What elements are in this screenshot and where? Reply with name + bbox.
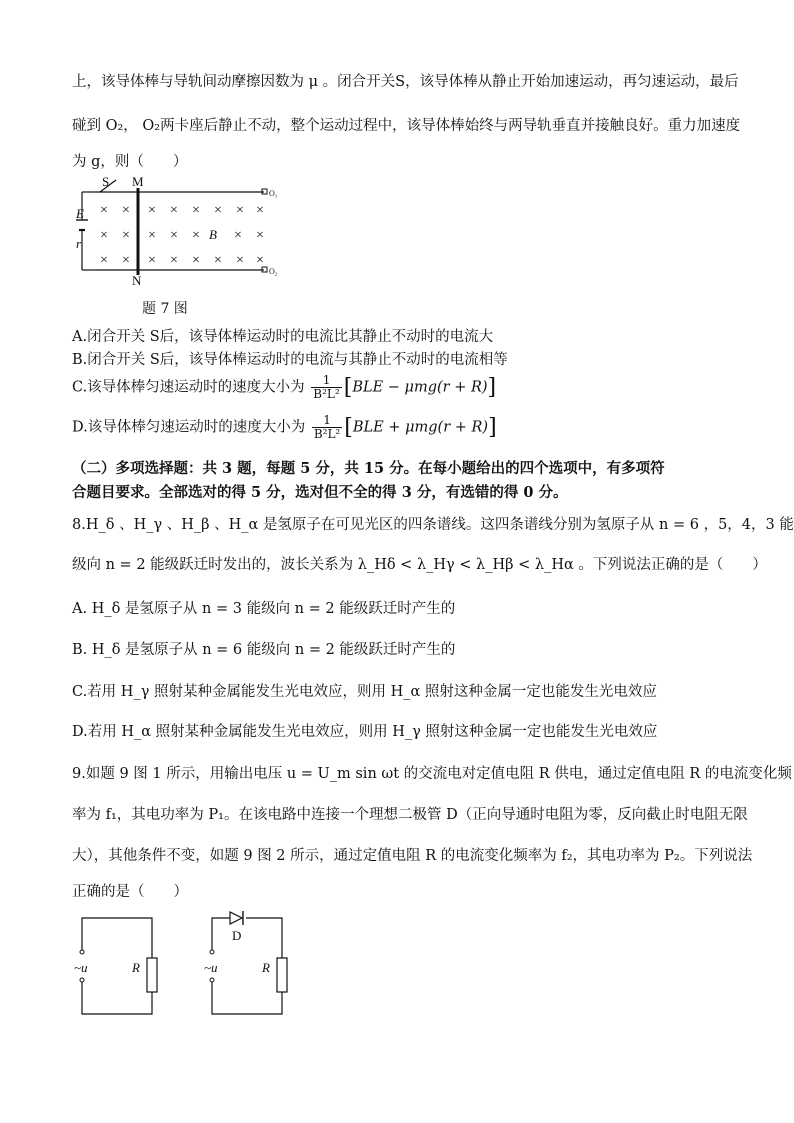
svg-text:×: × (214, 203, 222, 218)
q9-line-4: 正确的是（ ） (72, 884, 188, 900)
svg-text:×: × (256, 203, 264, 218)
svg-text:×: × (148, 228, 156, 243)
q9-line-3: 大），其他条件不变，如题 9 图 2 所示，通过定值电阻 R 的电流变化频率为 f₂，其电功率为 P₂。下列说法 (72, 848, 753, 864)
svg-text:×: × (214, 253, 222, 268)
q7-line-1: 上，该导体棒与导轨间动摩擦因数为 μ 。闭合开关S，该导体棒从静止开始加速运动，再匀速运动，最后 (72, 74, 739, 90)
q9-fig2-diode-label: D (232, 928, 242, 943)
q7-label-r: r (76, 236, 82, 251)
q7-label-o1: O₁ (269, 189, 278, 198)
q7-circuit-figure (72, 172, 302, 287)
section2-heading-line-2: 合题目要求。全部选对的得 5 分，选对但不全的得 3 分，有选错的得 0 分。 (72, 484, 568, 501)
svg-text:×: × (256, 228, 264, 243)
svg-text:×: × (148, 253, 156, 268)
svg-text:×: × (236, 203, 244, 218)
q8-option-a: A. H_δ 是氢原子从 n = 3 能级向 n = 2 能级跃迁时产生的 (72, 601, 456, 617)
svg-text:×: × (236, 253, 244, 268)
svg-text:×: × (192, 228, 200, 243)
q7-line-3: 为 g，则（ ） (72, 154, 188, 170)
q9-fig2-resistor-label: R (262, 960, 270, 975)
q7-option-c-denominator: B²L² (313, 387, 340, 401)
q8-line-1: 8.H_δ 、H_γ 、H_β 、H_α 是氢原子在可见光区的四条谱线。这四条谱线分别为氢原子从 n = 6 ，5，4，3 能 (72, 517, 794, 533)
q7-label-s: S (102, 174, 110, 189)
q7-option-d-prefix: D.该导体棒匀速运动时的速度大小为 (72, 419, 306, 436)
q9-fig1-resistor-label: R (132, 960, 140, 975)
q7-label-e: E (76, 206, 84, 221)
svg-text:×: × (100, 228, 108, 243)
svg-text:×: × (100, 203, 108, 218)
q8-option-d: D.若用 H_α 照射某种金属能发生光电效应，则用 H_γ 照射这种金属一定也能发生光电效应 (72, 724, 658, 740)
section2-heading-line-1: （二）多项选择题：共 3 题，每题 5 分，共 15 分。在每小题给出的四个选项中，有多项符 (72, 460, 665, 477)
svg-text:×: × (122, 228, 130, 243)
q7-line-2: 碰到 O₂， O₂两卡座后静止不动，整个运动过程中，该导体棒始终与两导轨垂直并接触良好。重力加速度 (72, 118, 741, 134)
q7-label-b: B (209, 227, 217, 242)
q7-option-d-expression: BLE + μmg(r + R) (352, 419, 489, 436)
q7-option-a: A.闭合开关 S后，该导体棒运动时的电流比其静止不动时的电流大 (72, 329, 494, 345)
q7-option-d-denominator: B²L² (313, 427, 341, 441)
q9-fig2-source-label: ~u (204, 960, 218, 975)
q7-option-c: C.该导体棒匀速运动时的速度大小为 $\frac{1}{\text{B²L²}}$ [BLE − μmg(r + R)] (72, 373, 497, 401)
q7-label-n: N (132, 273, 142, 287)
q7-option-c-expression: BLE − μmg(r + R) (352, 379, 488, 396)
q7-option-c-prefix: C.该导体棒匀速运动时的速度大小为 (72, 379, 305, 396)
q8-option-b: B. H_δ 是氢原子从 n = 6 能级向 n = 2 能级跃迁时产生的 (72, 642, 456, 658)
svg-text:×: × (192, 203, 200, 218)
q7-option-c-numerator: 1 (311, 374, 341, 388)
svg-text:×: × (234, 228, 242, 243)
svg-text:×: × (122, 253, 130, 268)
q8-option-c: C.若用 H_γ 照射某种金属能发生光电效应，则用 H_α 照射这种金属一定也能发生光电效应 (72, 684, 657, 700)
q7-label-o2: O₂ (269, 267, 278, 276)
q7-figure-caption: 题 7 图 (142, 301, 188, 317)
q7-option-d-fraction (312, 414, 342, 441)
q7-label-m: M (132, 174, 144, 189)
q7-option-d: D.该导体棒匀速运动时的速度大小为 $\frac{1}{\text{B²L²}}$ [BLE + μmg(r + R)] (72, 413, 497, 441)
q9-line-1: 9.如题 9 图 1 所示，用输出电压 u = U_m sin ωt 的交流电对定值电阻 R 供电，通过定值电阻 R 的电流变化频 (72, 766, 792, 782)
q8-line-2: 级向 n = 2 能级跃迁时发出的，波长关系为 λ_Hδ < λ_Hγ < λ_Hβ < λ_Hα 。下列说法正确的是（ ） (72, 557, 767, 573)
svg-text:×: × (170, 203, 178, 218)
svg-text:×: × (100, 253, 108, 268)
q9-figure-2-circuit (202, 908, 302, 1023)
svg-text:×: × (192, 253, 200, 268)
svg-text:×: × (256, 253, 264, 268)
q9-line-2: 率为 f₁，其电功率为 P₁。在该电路中连接一个理想二极管 D（正向导通时电阻为零，反向截止时电阻无限 (72, 807, 748, 823)
svg-text:×: × (148, 203, 156, 218)
svg-text:×: × (122, 203, 130, 218)
q9-fig1-source-label: ~u (74, 960, 88, 975)
q9-figure-1-circuit (72, 910, 172, 1025)
q7-option-c-fraction (311, 374, 341, 401)
q7-option-d-numerator: 1 (312, 414, 342, 428)
q7-option-b: B.闭合开关 S后，该导体棒运动时的电流与其静止不动时的电流相等 (72, 352, 508, 368)
svg-text:×: × (170, 228, 178, 243)
svg-text:×: × (170, 253, 178, 268)
